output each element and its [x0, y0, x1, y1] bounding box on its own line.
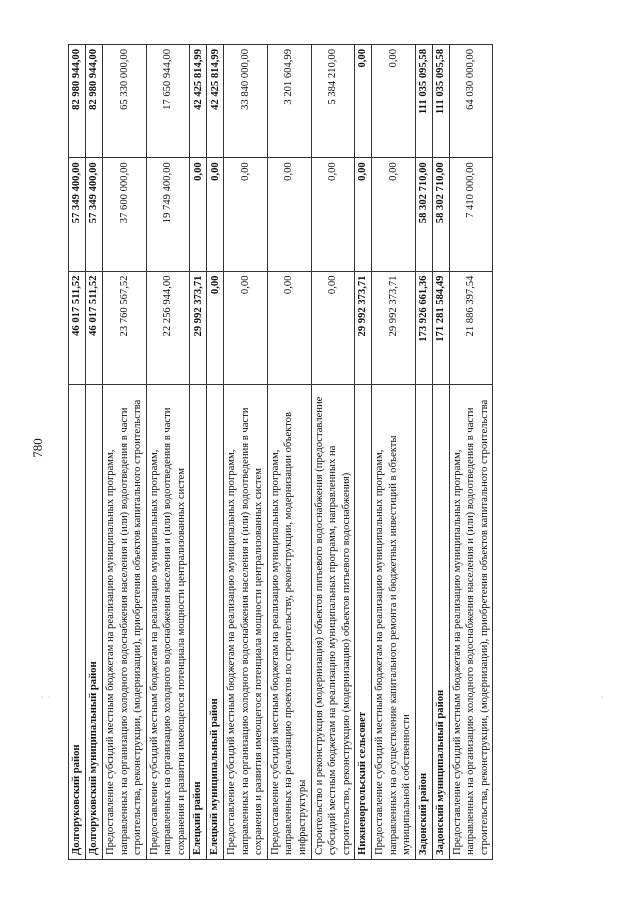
value-cell-1: 46 017 511,52: [86, 271, 103, 384]
value-cell-2: 0,00: [224, 158, 268, 271]
name-cell: Нижневоргольский сельсовет: [355, 384, 372, 859]
table-section-row: [207, 45, 224, 860]
value-cell-3: 5 384 210,00: [311, 45, 355, 158]
value-cell-3: 42 425 814,99: [190, 45, 207, 158]
name-cell: Предоставление субсидий местным бюджетам на реализацию муниципальных программ, направленных на организацию холодного водоснабжения населения и (или) водоотведения в части сохранения и развития имеющегося потенциала мощности централизованных систем: [146, 384, 190, 859]
value-cell-1: 171 281 584,49: [432, 271, 449, 384]
table-section-row: [190, 45, 207, 860]
value-cell-1: 0,00: [267, 271, 311, 384]
table-row: [103, 45, 147, 860]
table-row: [372, 45, 416, 860]
value-cell-1: 23 760 567,52: [103, 271, 147, 384]
value-cell-2: 58 302 710,00: [432, 158, 449, 271]
value-cell-1: 0,00: [311, 271, 355, 384]
value-cell-3: 17 650 944,00: [146, 45, 190, 158]
value-cell-2: 58 302 710,00: [415, 158, 432, 271]
name-cell: Елецкий муниципальный район: [207, 384, 224, 859]
value-cell-3: 82 980 944,00: [69, 45, 86, 158]
budget-table-body: [69, 45, 493, 860]
table-row: [224, 45, 268, 860]
value-cell-2: 0,00: [207, 158, 224, 271]
name-cell: Предоставление субсидий местным бюджетам на реализацию муниципальных программ, направленных на организацию холодного водоснабжения населения и (или) водоотведения в части сохранения и развития имеющегося потенциала мощности централизованных систем: [224, 384, 268, 859]
scan-artifact-mark: ·: [600, 690, 604, 704]
value-cell-1: 29 992 373,71: [355, 271, 372, 384]
name-cell: Строительство и реконструкция (модернизация) объектов питьевого водоснабжения (предоставление субсидий местным бюджетам на реализацию муниципальных программ, направленных на строительство, реконструкцию (модернизацию) объектов питьевого водоснабжения): [311, 384, 355, 859]
name-cell: Елецкий район: [190, 384, 207, 859]
value-cell-3: 0,00: [372, 45, 416, 158]
value-cell-2: 37 600 000,00: [103, 158, 147, 271]
value-cell-2: 0,00: [267, 158, 311, 271]
value-cell-2: 0,00: [372, 158, 416, 271]
page-number: 780: [30, 438, 45, 458]
name-cell: Предоставление субсидий местным бюджетам на реализацию муниципальных программ, направленных на организацию холодного водоснабжения населения и (или) водоотведения в части строительства, реконструкции, (модернизации), приобретения объектов капитального строительства: [449, 384, 493, 859]
value-cell-1: 29 992 373,71: [190, 271, 207, 384]
table-section-row: [432, 45, 449, 860]
name-cell: Предоставление субсидий местным бюджетам на реализацию муниципальных программ, направленных на осуществление капитального ремонта и бюджетных инвестиций в объекты муниципальной собственности: [372, 384, 416, 859]
budget-table: [68, 44, 493, 860]
table-section-row: [355, 45, 372, 860]
value-cell-2: 0,00: [190, 158, 207, 271]
rotated-table-container: [68, 44, 590, 860]
value-cell-3: 64 030 000,00: [449, 45, 493, 158]
table-row: [146, 45, 190, 860]
name-cell: Задонский муниципальный район: [432, 384, 449, 859]
value-cell-3: 82 980 944,00: [86, 45, 103, 158]
value-cell-1: 173 926 661,36: [415, 271, 432, 384]
value-cell-2: 0,00: [355, 158, 372, 271]
value-cell-1: 29 992 373,71: [372, 271, 416, 384]
name-cell: Предоставление субсидий местным бюджетам на реализацию муниципальных программ, направленных на организацию холодного водоснабжения населения и (или) водоотведения в части строительства, реконструкции, (модернизации), приобретения объектов капитального строительства: [103, 384, 147, 859]
table-row: [311, 45, 355, 860]
name-cell: Долгоруковский район: [69, 384, 86, 859]
table-section-row: [415, 45, 432, 860]
value-cell-3: 33 840 000,00: [224, 45, 268, 158]
value-cell-2: 19 749 400,00: [146, 158, 190, 271]
name-cell: Долгоруковский муниципальный район: [86, 384, 103, 859]
value-cell-1: 0,00: [224, 271, 268, 384]
value-cell-3: 0,00: [355, 45, 372, 158]
name-cell: Предоставление субсидий местным бюджетам на реализацию муниципальных программ, направленных на реализацию проектов по строительству, реконструкции, модернизации объектов инфраструктуры: [267, 384, 311, 859]
value-cell-2: 7 410 000,00: [449, 158, 493, 271]
table-section-row: [86, 45, 103, 860]
value-cell-3: 42 425 814,99: [207, 45, 224, 158]
name-cell: Задонский район: [415, 384, 432, 859]
value-cell-1: 46 017 511,52: [69, 271, 86, 384]
value-cell-1: 0,00: [207, 271, 224, 384]
table-row: [267, 45, 311, 860]
value-cell-3: 111 035 095,58: [432, 45, 449, 158]
value-cell-2: 0,00: [311, 158, 355, 271]
value-cell-3: 111 035 095,58: [415, 45, 432, 158]
table-section-row: [69, 45, 86, 860]
value-cell-1: 21 886 397,54: [449, 271, 493, 384]
value-cell-1: 22 256 944,00: [146, 271, 190, 384]
scan-artifact-mark: · ·: [40, 690, 51, 704]
value-cell-2: 57 349 400,00: [69, 158, 86, 271]
table-row: [449, 45, 493, 860]
value-cell-3: 3 201 604,99: [267, 45, 311, 158]
value-cell-3: 65 330 000,00: [103, 45, 147, 158]
value-cell-2: 57 349 400,00: [86, 158, 103, 271]
